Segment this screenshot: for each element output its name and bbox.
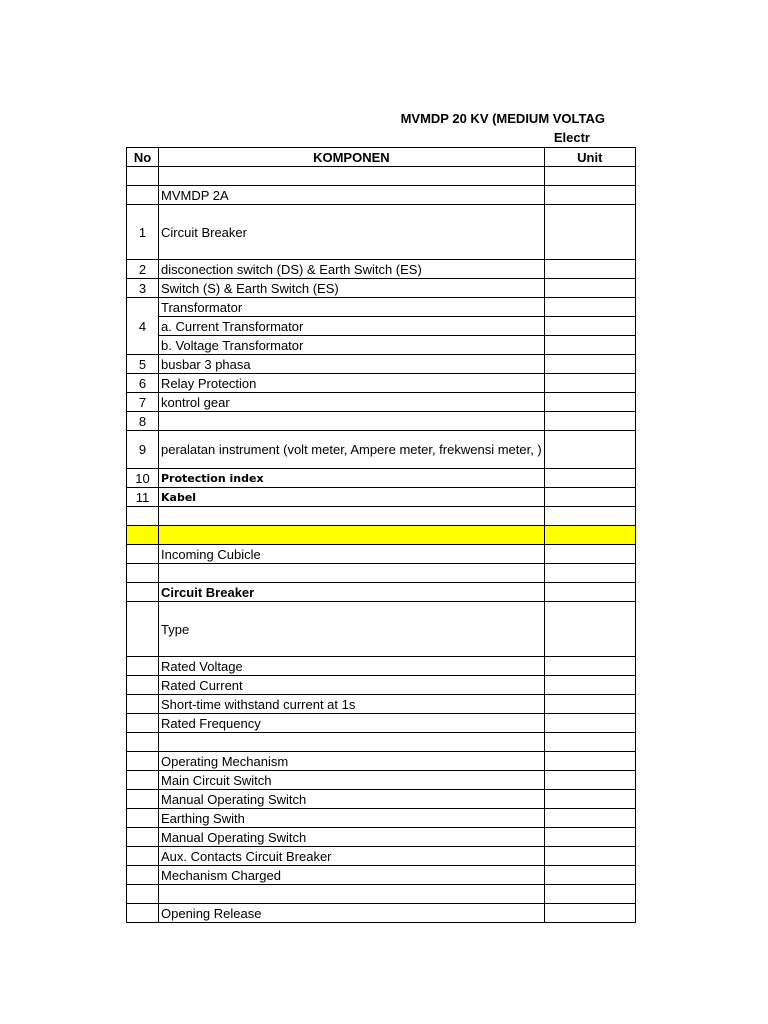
table-row — [127, 393, 636, 412]
row-no — [127, 714, 159, 733]
row-komponen — [159, 526, 545, 545]
row-no: 11 — [127, 488, 159, 507]
table-row — [127, 431, 636, 469]
row-no — [127, 526, 159, 545]
row-komponen: MVMDP 2A — [159, 186, 545, 205]
row-no — [127, 167, 159, 186]
row-komponen: Operating Mechanism — [159, 752, 545, 771]
row-komponen: a. Current Transformator — [159, 317, 545, 336]
row-no: 5 — [127, 355, 159, 374]
row-no — [127, 695, 159, 714]
row-komponen: Rated Voltage — [159, 657, 545, 676]
table-row — [127, 790, 636, 809]
row-no — [127, 847, 159, 866]
row-no — [127, 771, 159, 790]
table-row — [127, 167, 636, 186]
row-komponen — [159, 885, 545, 904]
row-unit — [544, 733, 635, 752]
table-row — [127, 186, 636, 205]
table-row — [127, 488, 636, 507]
row-no — [127, 809, 159, 828]
row-komponen: Manual Operating Switch — [159, 790, 545, 809]
row-komponen: b. Voltage Transformator — [159, 336, 545, 355]
row-no — [127, 866, 159, 885]
row-unit — [544, 298, 635, 317]
row-no — [127, 676, 159, 695]
row-no — [127, 752, 159, 771]
row-unit — [544, 205, 635, 260]
row-komponen — [159, 412, 545, 431]
row-no: 2 — [127, 260, 159, 279]
row-komponen: Protection index — [159, 469, 545, 488]
row-unit — [544, 336, 635, 355]
table-row — [127, 676, 636, 695]
row-komponen: disconection switch (DS) & Earth Switch (ES) — [159, 260, 545, 279]
header-unit: Unit — [544, 148, 635, 167]
row-komponen: Type — [159, 602, 545, 657]
row-no — [127, 657, 159, 676]
document-subtitle: Electr — [553, 130, 590, 145]
row-unit — [544, 545, 635, 564]
row-unit — [544, 279, 635, 298]
row-unit — [544, 885, 635, 904]
row-no — [127, 602, 159, 657]
row-unit — [544, 431, 635, 469]
row-komponen: Rated Frequency — [159, 714, 545, 733]
row-unit — [544, 564, 635, 583]
row-unit — [544, 752, 635, 771]
row-no: 7 — [127, 393, 159, 412]
row-no: 8 — [127, 412, 159, 431]
table-row — [127, 847, 636, 866]
row-komponen — [159, 507, 545, 526]
row-komponen: Rated Current — [159, 676, 545, 695]
table-row — [127, 545, 636, 564]
row-komponen: Main Circuit Switch — [159, 771, 545, 790]
row-komponen: Earthing Swith — [159, 809, 545, 828]
row-komponen: Relay Protection — [159, 374, 545, 393]
row-no — [127, 885, 159, 904]
highlighted-row — [127, 526, 636, 545]
table-row — [127, 317, 636, 336]
row-komponen: Transformator — [159, 298, 545, 317]
row-komponen: Short-time withstand current at 1s — [159, 695, 545, 714]
header-row — [127, 148, 636, 167]
row-no: 3 — [127, 279, 159, 298]
row-no — [127, 733, 159, 752]
row-unit — [544, 526, 635, 545]
row-unit — [544, 676, 635, 695]
row-no — [127, 828, 159, 847]
row-unit — [544, 790, 635, 809]
component-table — [126, 147, 636, 923]
table-row — [127, 885, 636, 904]
row-komponen: Aux. Contacts Circuit Breaker — [159, 847, 545, 866]
row-unit — [544, 507, 635, 526]
row-komponen — [159, 167, 545, 186]
row-komponen: Incoming Cubicle — [159, 545, 545, 564]
table-row — [127, 602, 636, 657]
row-no — [127, 564, 159, 583]
row-no: 10 — [127, 469, 159, 488]
table-row — [127, 714, 636, 733]
row-komponen — [159, 733, 545, 752]
table-row — [127, 412, 636, 431]
row-unit — [544, 771, 635, 790]
row-komponen — [159, 564, 545, 583]
row-no — [127, 790, 159, 809]
table-row — [127, 733, 636, 752]
table-row — [127, 904, 636, 923]
table-row — [127, 752, 636, 771]
row-komponen: peralatan instrument (volt meter, Ampere meter, frekwensi meter, ) — [159, 431, 545, 469]
table-row — [127, 336, 636, 355]
row-unit — [544, 809, 635, 828]
row-unit — [544, 374, 635, 393]
row-no: 6 — [127, 374, 159, 393]
table-row — [127, 205, 636, 260]
row-komponen: Circuit Breaker — [159, 583, 545, 602]
table-row — [127, 564, 636, 583]
row-no — [127, 583, 159, 602]
table-row — [127, 771, 636, 790]
table-row — [127, 260, 636, 279]
row-unit — [544, 317, 635, 336]
row-unit — [544, 167, 635, 186]
table-row — [127, 279, 636, 298]
row-unit — [544, 469, 635, 488]
row-unit — [544, 186, 635, 205]
table-row — [127, 507, 636, 526]
row-no — [127, 904, 159, 923]
row-unit — [544, 412, 635, 431]
row-no — [127, 507, 159, 526]
row-komponen: Circuit Breaker — [159, 205, 545, 260]
row-no — [127, 186, 159, 205]
row-unit — [544, 602, 635, 657]
row-komponen: Mechanism Charged — [159, 866, 545, 885]
document-title: MVMDP 20 KV (MEDIUM VOLTAG — [400, 111, 605, 126]
table-row — [127, 828, 636, 847]
row-unit — [544, 904, 635, 923]
row-unit — [544, 583, 635, 602]
table-row — [127, 657, 636, 676]
table-row — [127, 469, 636, 488]
row-komponen: Kabel — [159, 488, 545, 507]
table-row — [127, 298, 636, 317]
row-unit — [544, 695, 635, 714]
header-no: No — [127, 148, 159, 167]
row-komponen: kontrol gear — [159, 393, 545, 412]
row-unit — [544, 828, 635, 847]
row-komponen: Switch (S) & Earth Switch (ES) — [159, 279, 545, 298]
table-row — [127, 809, 636, 828]
row-no: 4 — [127, 298, 159, 355]
table-row — [127, 583, 636, 602]
row-unit — [544, 866, 635, 885]
table-row — [127, 374, 636, 393]
row-komponen: busbar 3 phasa — [159, 355, 545, 374]
row-komponen: Opening Release — [159, 904, 545, 923]
table-row — [127, 866, 636, 885]
row-komponen: Manual Operating Switch — [159, 828, 545, 847]
table-row — [127, 355, 636, 374]
header-komponen: KOMPONEN — [159, 148, 545, 167]
row-unit — [544, 847, 635, 866]
row-no — [127, 545, 159, 564]
row-unit — [544, 714, 635, 733]
row-no: 1 — [127, 205, 159, 260]
row-no: 9 — [127, 431, 159, 469]
table-row — [127, 695, 636, 714]
row-unit — [544, 355, 635, 374]
row-unit — [544, 488, 635, 507]
row-unit — [544, 393, 635, 412]
row-unit — [544, 657, 635, 676]
row-unit — [544, 260, 635, 279]
